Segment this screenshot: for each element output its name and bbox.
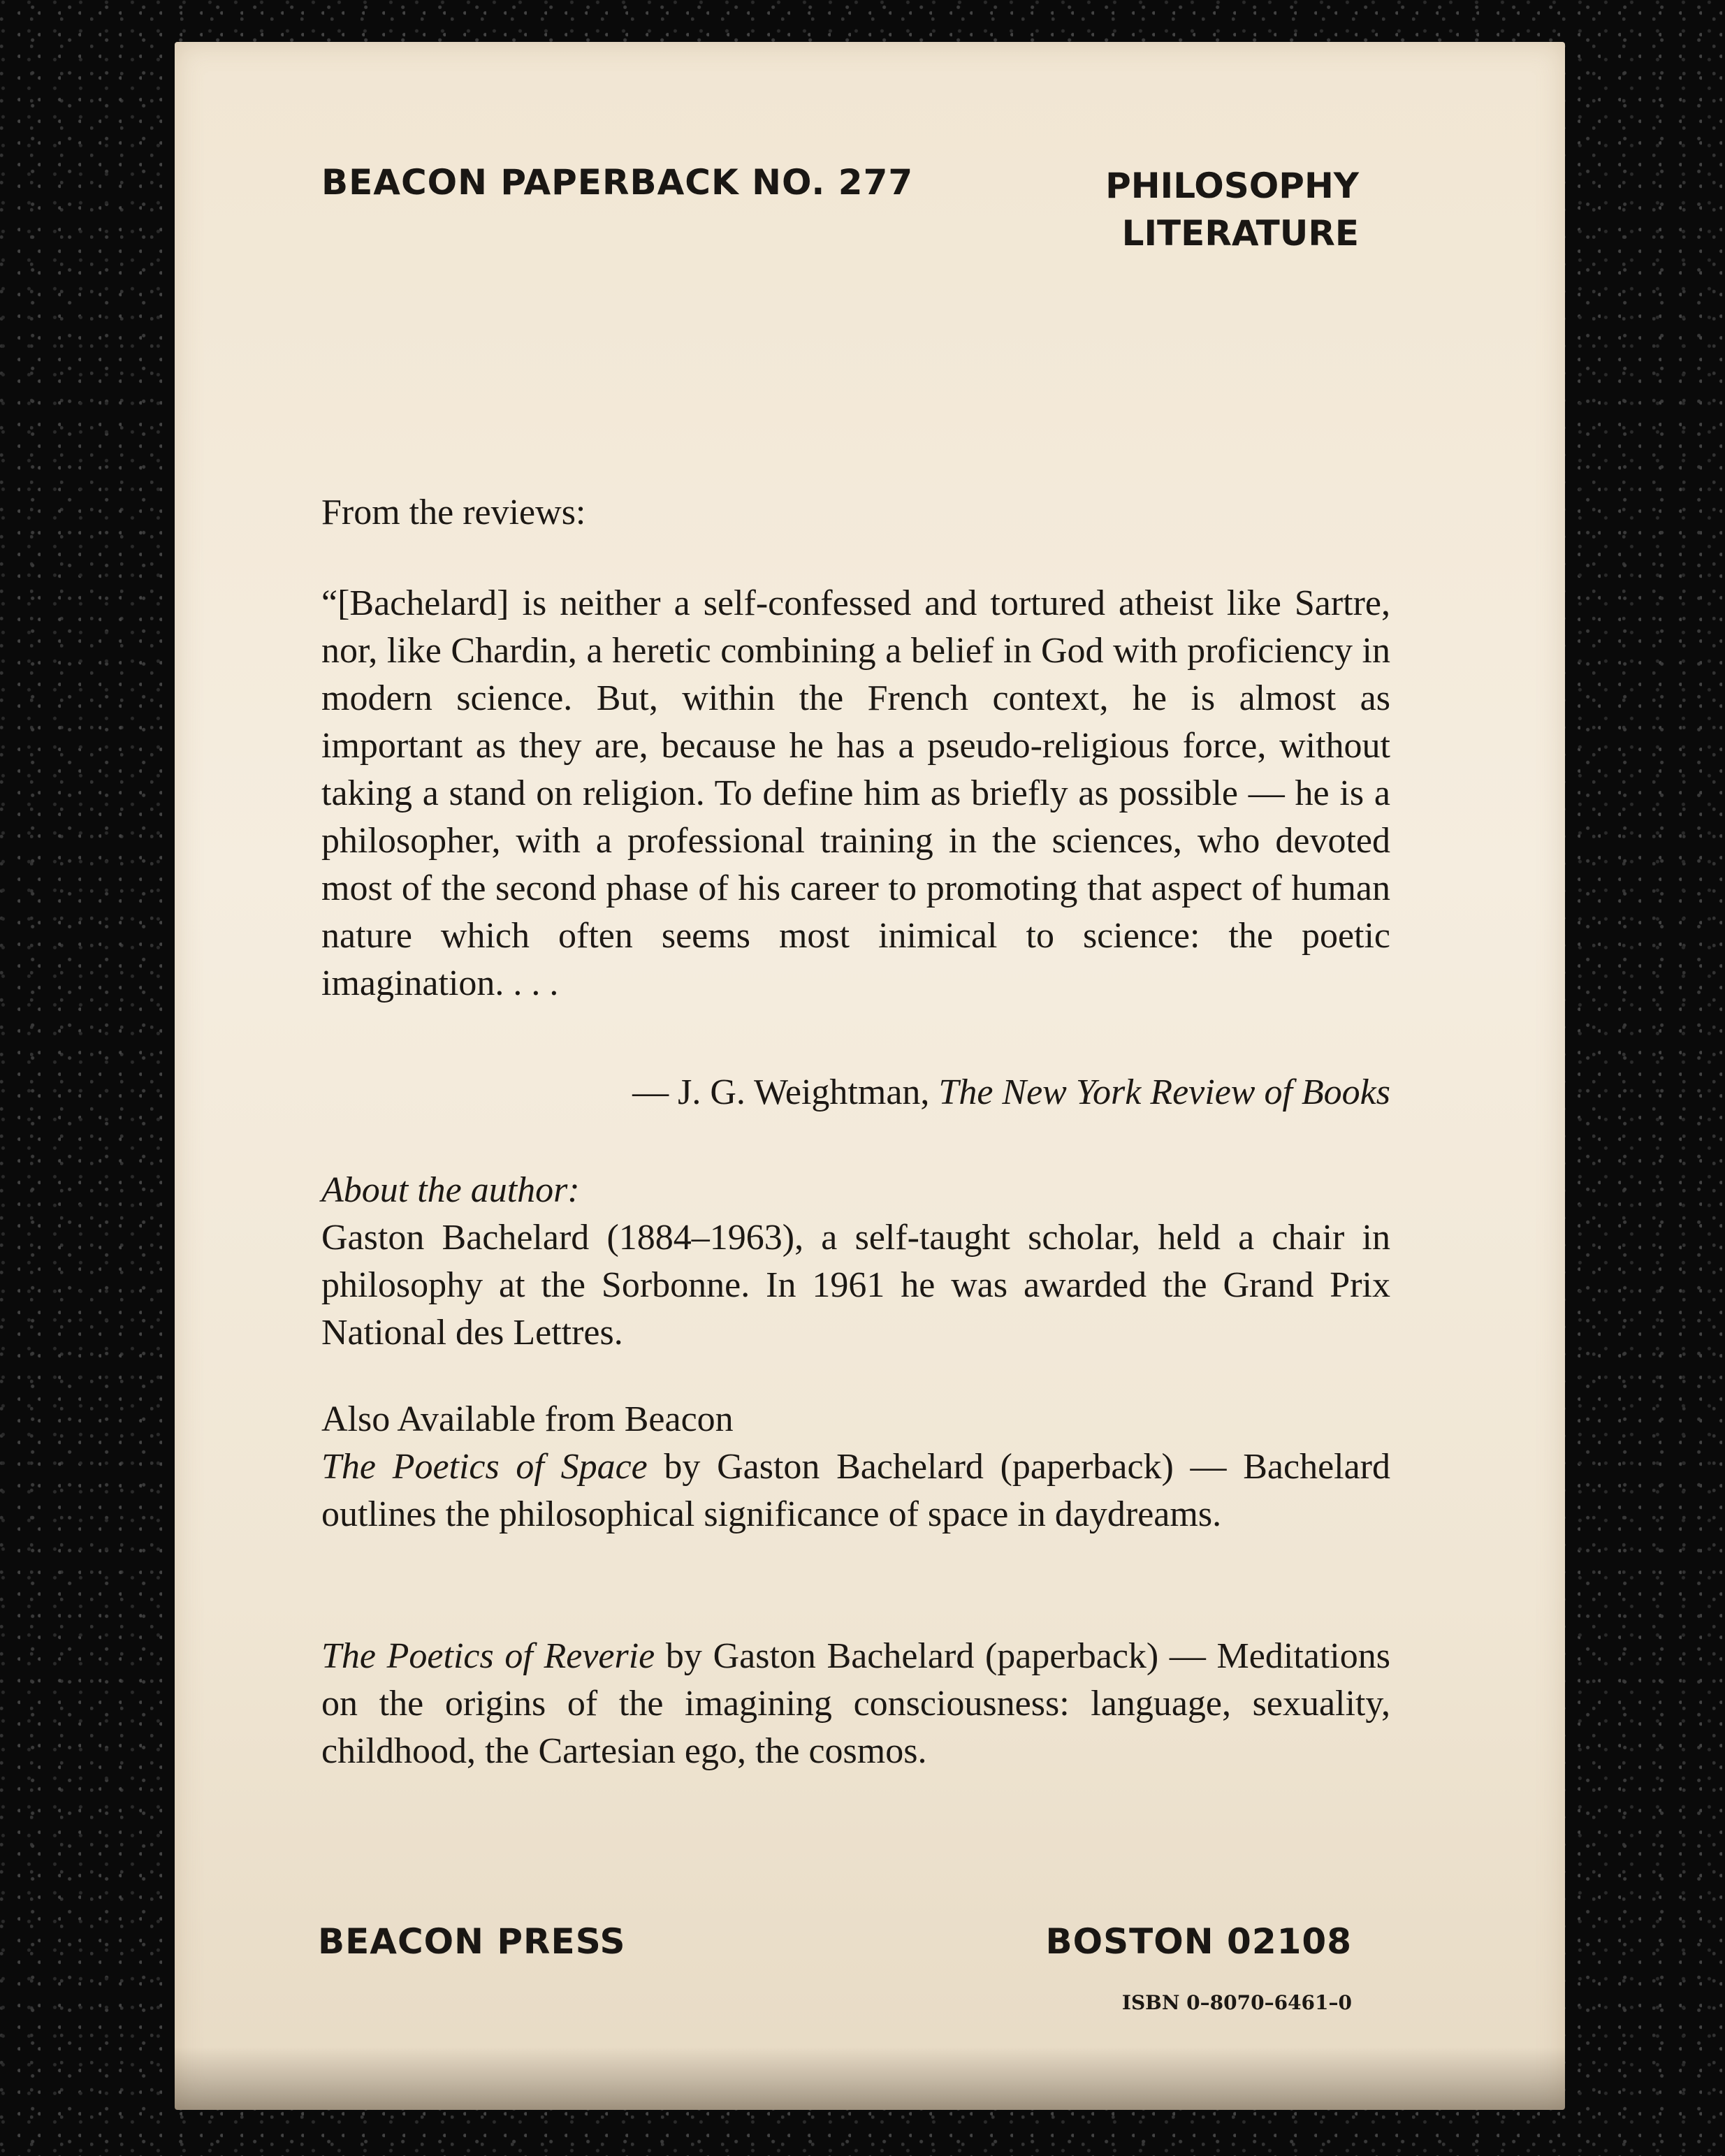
book-entry <box>321 1443 1390 1538</box>
reviews-intro: From the reviews: <box>321 493 586 532</box>
publisher-name: BEACON PRESS <box>318 1921 626 1962</box>
about-text: Gaston Bachelard (1884–1963), a self-taught scholar, held a chair in philosophy at the Sorbonne. In 1961 he was awarded the Grand Prix National des Lettres. <box>321 1218 1390 1353</box>
category-literature: LITERATURE <box>1121 213 1359 254</box>
also-available-heading: Also Available from Beacon <box>321 1399 734 1439</box>
book-description: by Gaston Bachelard (paperback) — Bachelard outlines the philosophical significance of space in daydreams. <box>321 1447 1390 1534</box>
book-description: by Gaston Bachelard (paperback) — Meditations on the origins of the imagining consciousness: language, sexuality, childhood, the Cartesian ego, the cosmos. <box>321 1636 1390 1771</box>
attribution-author: — J. G. Weightman, <box>632 1072 939 1112</box>
attribution-source: The New York Review of Books <box>938 1072 1390 1112</box>
book-entry <box>321 1633 1390 1775</box>
about-heading: About the author: <box>321 1170 580 1210</box>
series-label: BEACON PAPERBACK NO. 277 <box>321 162 914 203</box>
book-title: The Poetics of Reverie <box>321 1636 655 1676</box>
book-back-cover <box>175 42 1565 2110</box>
review-quote: “[Bachelard] is neither a self-confessed and tortured atheist like Sartre, nor, like Chardin, a heretic combining a belief in God with proficiency in modern science. But, within the French context, he is almost as important as they are, because he has a pseudo-religious force, without taking a stand on religion. To define him as briefly as possible — he is a philosopher, with a professional training in the sciences, who devoted most of the second phase of his career to promoting that aspect of human nature which often seems most inimical to science: the poetic imagination. . . . <box>321 583 1390 1003</box>
publisher-city: BOSTON 02108 <box>1045 1921 1352 1962</box>
book-title: The Poetics of Space <box>321 1447 648 1487</box>
category-philosophy: PHILOSOPHY <box>1105 166 1359 206</box>
isbn: ISBN 0–8070–6461–0 <box>1121 1991 1352 2014</box>
review-attribution <box>321 1069 1390 1116</box>
category-labels <box>1105 162 1359 257</box>
